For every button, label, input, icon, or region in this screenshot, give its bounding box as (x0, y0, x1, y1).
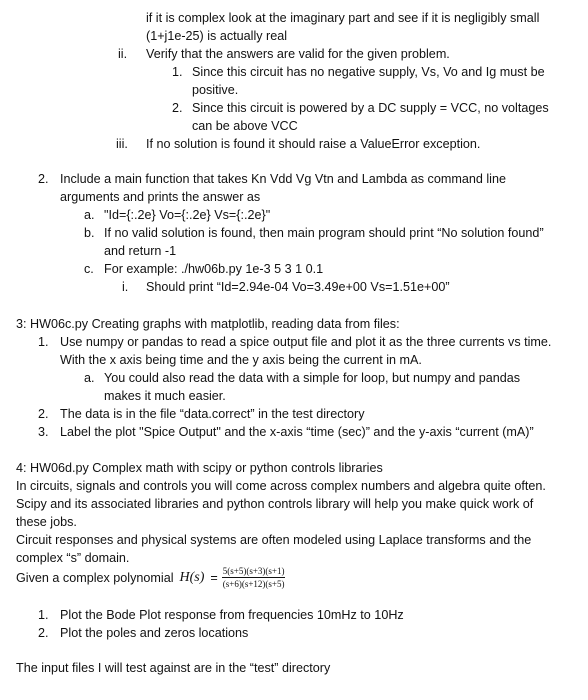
text-line: If no solution is found it should raise a ValueError exception. (146, 137, 481, 151)
equation-equals: = (210, 570, 218, 585)
equation-lead: Given a complex polynomial (16, 570, 174, 585)
text-line: Since this circuit has no negative supply, Vs, Vo and Ig must be (192, 65, 545, 79)
text-line: Circuit responses and physical systems are often modeled using Laplace transforms and the (16, 533, 532, 547)
list-marker: c. (84, 262, 94, 276)
text-line: Plot the poles and zeros locations (60, 626, 249, 640)
text-line: The data is in the file “data.correct” in the test directory (60, 407, 365, 421)
text-line: Plot the Bode Plot response from frequencies 10mHz to 10Hz (60, 608, 404, 622)
equation-fraction (222, 566, 286, 589)
list-marker: 1. (172, 65, 183, 79)
text-line: The input files I will test against are in the “test” directory (16, 661, 331, 675)
text-line: Since this circuit is powered by a DC supply = VCC, no voltages (192, 101, 549, 115)
text-line: makes it much easier. (104, 389, 226, 403)
text-line: positive. (192, 83, 239, 97)
list-marker: 2. (38, 407, 49, 421)
transfer-function-equation (16, 566, 285, 589)
list-marker: b. (84, 226, 95, 240)
list-marker: iii. (116, 137, 128, 151)
list-marker: a. (84, 208, 95, 222)
text-line: (1+j1e-25) is actually real (146, 29, 288, 43)
text-line: You could also read the data with a simple for loop, but numpy and pandas (104, 371, 521, 385)
list-marker: 1. (38, 608, 49, 622)
text-line: Use numpy or pandas to read a spice output file and plot it as the three currents vs time. (60, 335, 552, 349)
list-marker: 2. (38, 172, 49, 186)
text-line: Verify that the answers are valid for the given problem. (146, 47, 450, 61)
text-line: Should print “Id=2.94e-04 Vo=3.49e+00 Vs=1.51e+00” (146, 280, 450, 294)
list-marker: a. (84, 371, 95, 385)
text-line: With the x axis being time and the y axis being the current in mA. (60, 353, 422, 367)
text-line: Scipy and its associated libraries and python controls library will help you make quick work of (16, 497, 534, 511)
equation-numerator: 5(s+5)(s+3)(s+1) (222, 566, 285, 576)
list-marker: 2. (38, 626, 49, 640)
list-marker: 3. (38, 425, 49, 439)
text-line: "Id={:.2e} Vo={:.2e} Vs={:.2e}" (104, 208, 271, 222)
section-heading: 3: HW06c.py Creating graphs with matplotlib, reading data from files: (16, 317, 400, 331)
list-marker: 2. (172, 101, 183, 115)
text-line: In circuits, signals and controls you will come across complex numbers and algebra quite often. (16, 479, 546, 493)
text-line: Label the plot "Spice Output" and the x-axis “time (sec)” and the y-axis “current (mA)” (60, 425, 534, 439)
list-marker: i. (122, 280, 129, 294)
text-line: Include a main function that takes Kn Vdd Vg Vtn and Lambda as command line (60, 172, 506, 186)
equation-denominator: (s+6)(s+12)(s+5) (222, 579, 285, 589)
equation-lhs: H(s) (179, 569, 205, 585)
text-line: If no valid solution is found, then main program should print “No solution found” (104, 226, 544, 240)
text-line: and return -1 (104, 244, 177, 258)
list-marker: ii. (118, 47, 128, 61)
text-line: can be above VCC (192, 119, 298, 133)
list-marker: 1. (38, 335, 49, 349)
section-heading: 4: HW06d.py Complex math with scipy or python controls libraries (16, 461, 383, 475)
text-line: arguments and prints the answer as (60, 190, 261, 204)
text-line: if it is complex look at the imaginary part and see if it is negligibly small (146, 11, 540, 25)
text-line: these jobs. (16, 515, 77, 529)
text-line: complex “s” domain. (16, 551, 130, 565)
text-line: For example: ./hw06b.py 1e-3 5 3 1 0.1 (104, 262, 324, 276)
